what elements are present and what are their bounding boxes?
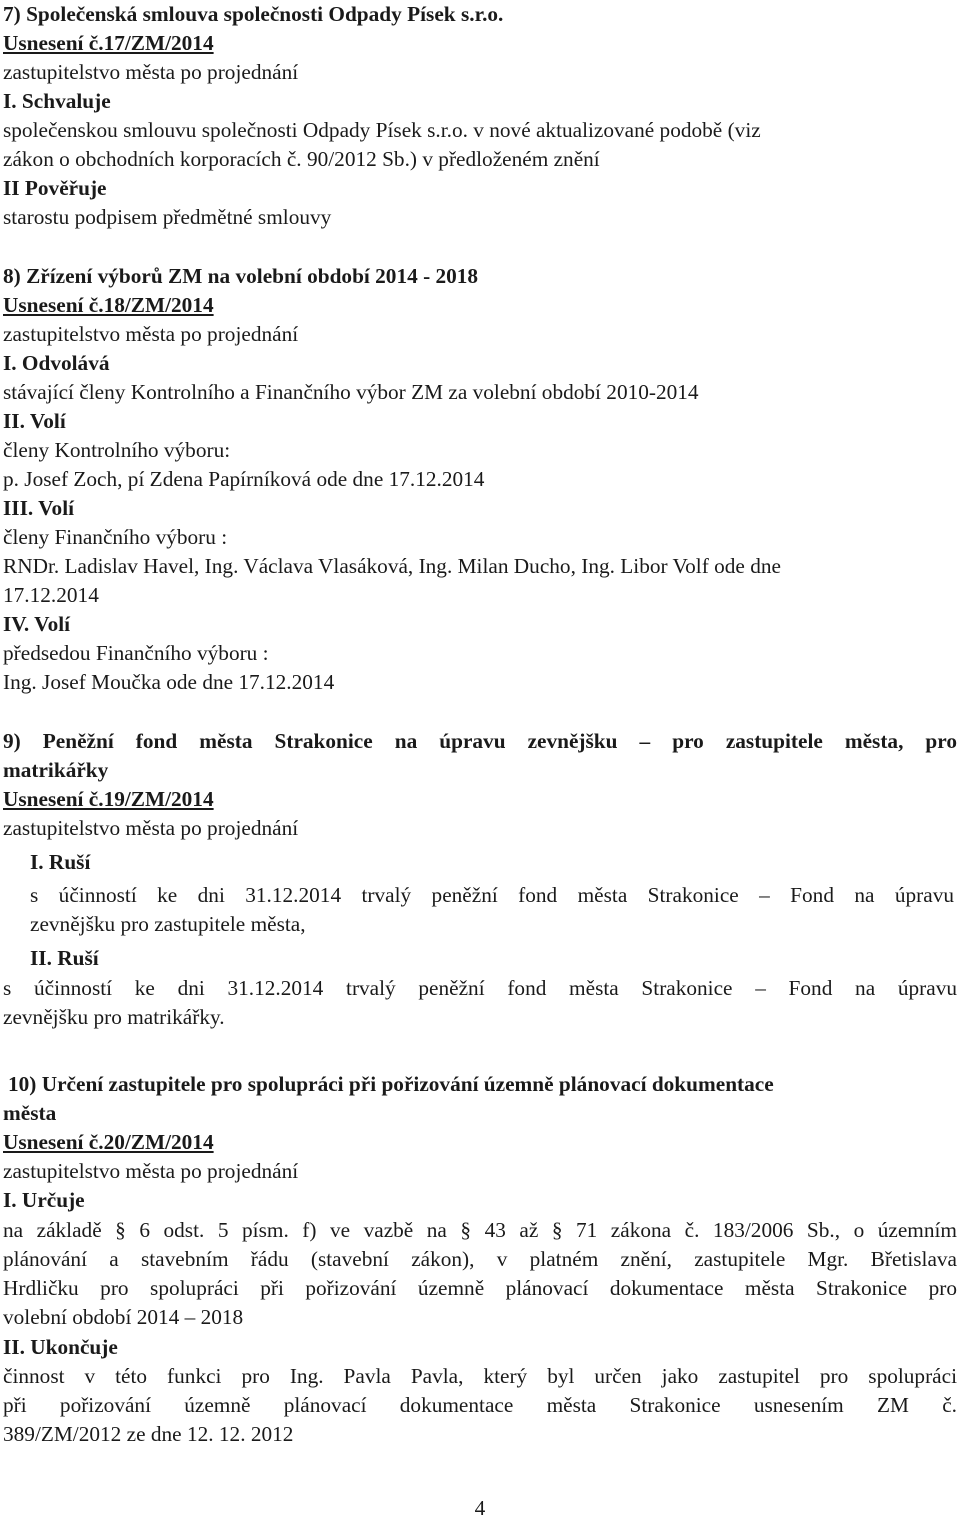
section-10-point-2-text-line-1: činnost v této funkci pro Ing. Pavla Pavla, který byl určen jako zastupitel pro spolupráci xyxy=(3,1364,957,1388)
section-8-point-4-label: předsedou Finančního výboru : xyxy=(3,641,269,665)
section-8-point-1-text: stávající členy Kontrolního a Finančního výbor ZM za volební období 2010-2014 xyxy=(3,380,699,404)
section-8-point-3-heading: III. Volí xyxy=(3,496,75,520)
section-9-point-1-heading: I. Ruší xyxy=(30,850,91,874)
section-9-point-2-heading: II. Ruší xyxy=(30,946,99,970)
section-7-point-1-text-line-1: společenskou smlouvu společnosti Odpady Písek s.r.o. v nové aktualizované podobě (viz xyxy=(3,118,761,142)
section-8-resolution-number: Usnesení č.18/ZM/2014 xyxy=(3,293,214,317)
section-8-point-1-heading: I. Odvolává xyxy=(3,351,110,375)
section-9-resolution-number: Usnesení č.19/ZM/2014 xyxy=(3,787,214,811)
section-8-point-3-label: členy Finančního výboru : xyxy=(3,525,228,549)
section-10-point-1-text-line-1: na základě § 6 odst. 5 písm. f) ve vazbě na § 43 až § 71 zákona č. 183/2006 Sb., o územním xyxy=(3,1218,957,1242)
section-10-heading-line-1: 10) Určení zastupitele pro spolupráci při pořizování územně plánovací dokumentace xyxy=(8,1072,774,1096)
section-7-council-line: zastupitelstvo města po projednání xyxy=(3,60,299,84)
section-9-point-2-text-line-2: zevnějšku pro matrikářky. xyxy=(3,1005,225,1029)
page-number: 4 xyxy=(474,1496,486,1520)
section-9-point-1-text-line-1: s účinností ke dni 31.12.2014 trvalý peněžní fond města Strakonice – Fond na úpravu xyxy=(30,883,954,907)
section-9-heading-line-2: matrikářky xyxy=(3,758,109,782)
section-10-point-1-text-line-4: volební období 2014 – 2018 xyxy=(3,1305,244,1329)
section-7-point-1-text-line-2: zákon o obchodních korporacích č. 90/2012 Sb.) v předloženém znění xyxy=(3,147,600,171)
section-8-point-4-heading: IV. Volí xyxy=(3,612,71,636)
section-7-resolution-number: Usnesení č.17/ZM/2014 xyxy=(3,31,214,55)
section-7-point-1-heading: I. Schvaluje xyxy=(3,89,111,113)
section-10-point-1-text-line-2: plánování a stavebním řádu (stavební zákon), v platném znění, zastupitele Mgr. Břetislava xyxy=(3,1247,957,1271)
section-8-point-2-text: p. Josef Zoch, pí Zdena Papírníková ode dne 17.12.2014 xyxy=(3,467,485,491)
section-8-point-2-label: členy Kontrolního výboru: xyxy=(3,438,231,462)
section-9-council-line: zastupitelstvo města po projednání xyxy=(3,816,299,840)
section-10-council-line: zastupitelstvo města po projednání xyxy=(3,1159,299,1183)
section-8-point-2-heading: II. Volí xyxy=(3,409,66,433)
section-10-resolution-number: Usnesení č.20/ZM/2014 xyxy=(3,1130,214,1154)
section-8-heading: 8) Zřízení výborů ZM na volební období 2014 - 2018 xyxy=(3,264,479,288)
section-8-point-4-text: Ing. Josef Moučka ode dne 17.12.2014 xyxy=(3,670,335,694)
section-10-point-2-heading: II. Ukončuje xyxy=(3,1335,118,1359)
section-10-point-1-text-line-3: Hrdličku pro spolupráci při pořizování územně plánovací dokumentace města Strakonice pro xyxy=(3,1276,957,1300)
section-8-council-line: zastupitelstvo města po projednání xyxy=(3,322,299,346)
section-10-point-1-heading: I. Určuje xyxy=(3,1188,85,1212)
section-9-point-1-text-line-2: zevnějšku pro zastupitele města, xyxy=(30,912,306,936)
section-7-point-2-text: starostu podpisem předmětné smlouvy xyxy=(3,205,332,229)
section-8-point-3-text-line-2: 17.12.2014 xyxy=(3,583,99,607)
section-8-point-3-text-line-1: RNDr. Ladislav Havel, Ing. Václava Vlasáková, Ing. Milan Ducho, Ing. Libor Volf ode dne xyxy=(3,554,781,578)
section-7-point-2-heading: II Pověřuje xyxy=(3,176,107,200)
section-9-heading-line-1: 9) Peněžní fond města Strakonice na úpravu zevnějšku – pro zastupitele města, pro xyxy=(3,729,957,753)
section-10-point-2-text-line-3: 389/ZM/2012 ze dne 12. 12. 2012 xyxy=(3,1422,294,1446)
section-9-point-2-text-line-1: s účinností ke dni 31.12.2014 trvalý peněžní fond města Strakonice – Fond na úpravu xyxy=(3,976,957,1000)
section-10-heading-line-2: města xyxy=(3,1101,57,1125)
section-10-point-2-text-line-2: při pořizování územně plánovací dokumentace města Strakonice usnesením ZM č. xyxy=(3,1393,957,1417)
section-7-heading: 7) Společenská smlouva společnosti Odpady Písek s.r.o. xyxy=(3,2,504,26)
